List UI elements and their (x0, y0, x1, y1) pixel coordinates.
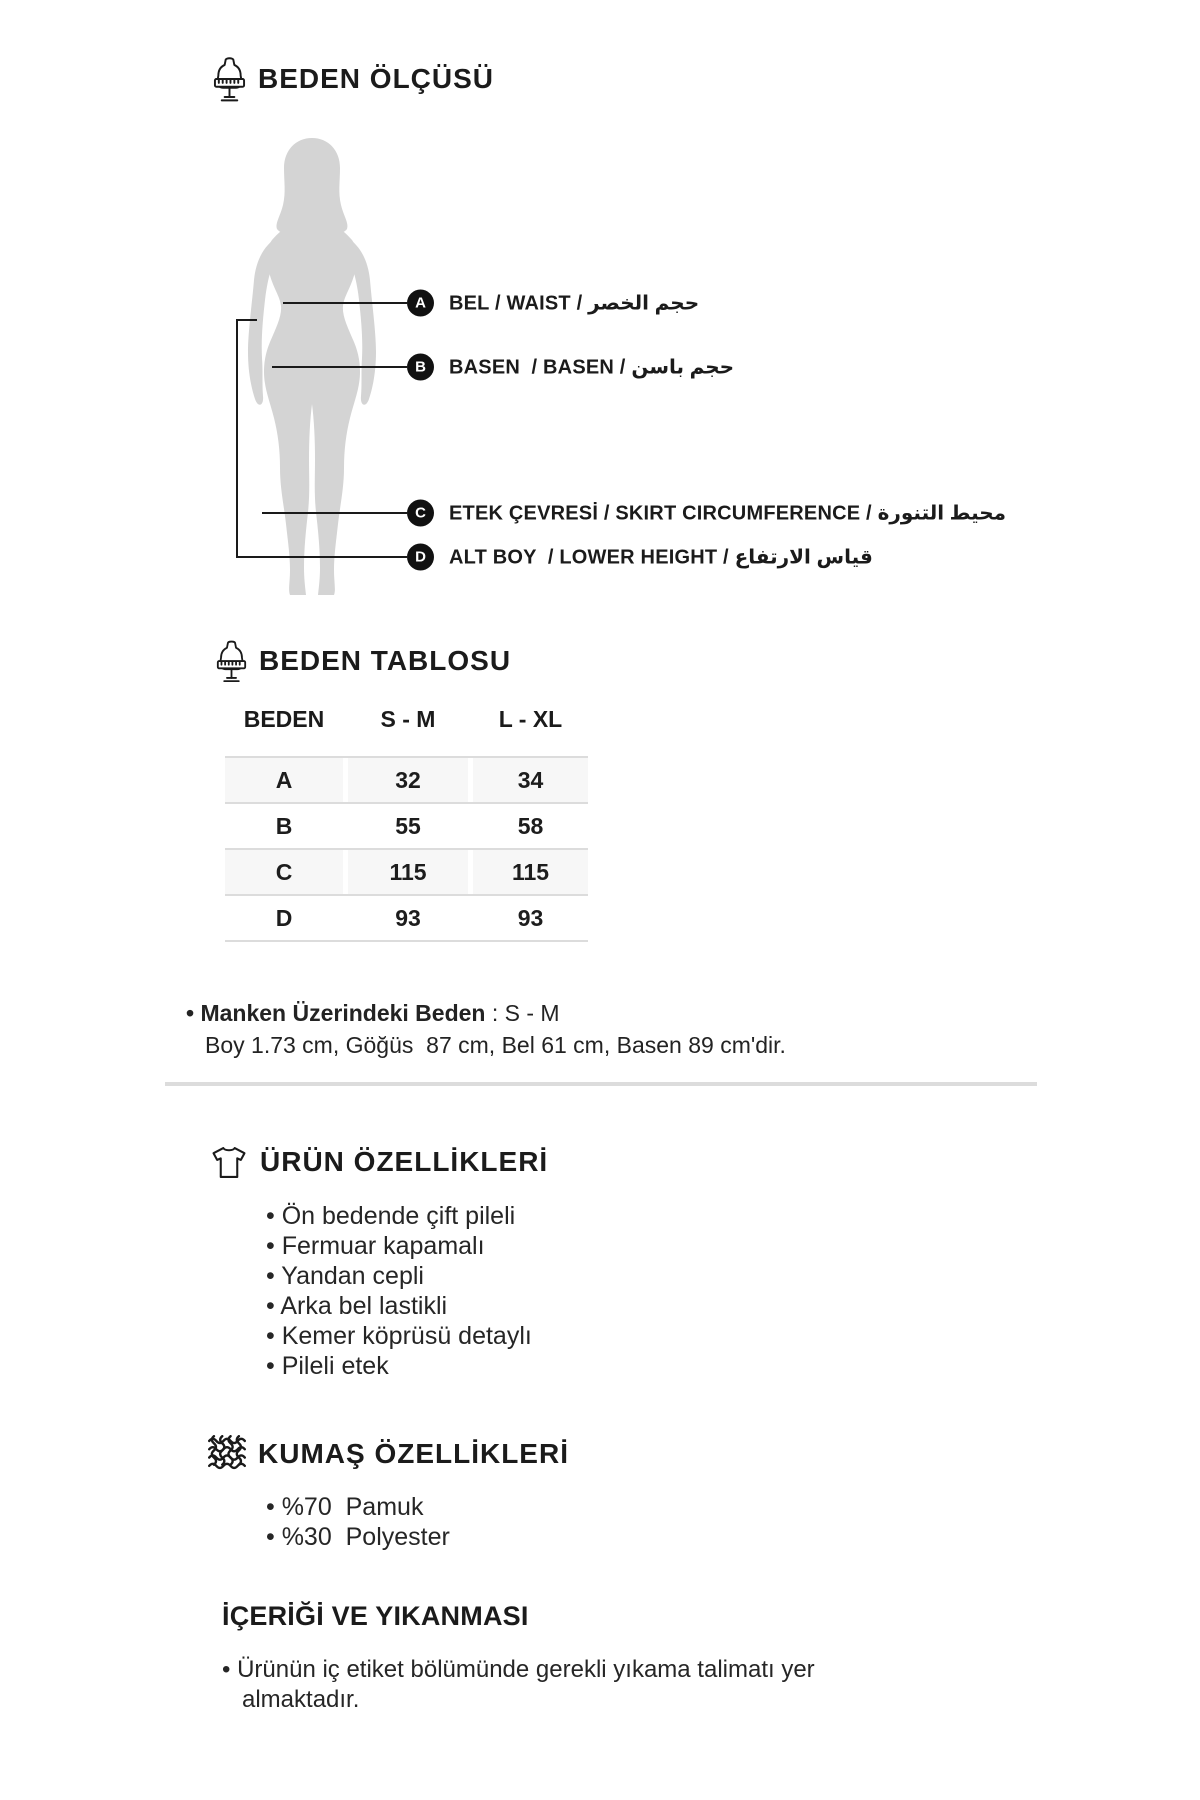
measure-label-b: BASEN / BASEN / حجم باسن (449, 356, 735, 379)
feature-item: • Ön bedende çift pileli (266, 1201, 532, 1231)
measure-row-a (407, 290, 699, 317)
care-title: İÇERİĞİ VE YIKANMASI (222, 1600, 529, 1631)
row-key: C (225, 850, 343, 894)
model-size-note-line2: Boy 1.73 cm, Göğüs 87 cm, Bel 61 cm, Basen 89 cm'dir. (205, 1032, 786, 1058)
value-lxl: 115 (473, 850, 588, 894)
fabric-features-title: KUMAŞ ÖZELLİKLERİ (258, 1438, 569, 1469)
feature-item: • Yandan cepli (266, 1261, 532, 1291)
size-table (225, 756, 588, 942)
feature-item: • Fermuar kapamalı (266, 1231, 532, 1261)
table-row (225, 848, 588, 894)
column-header-beden: BEDEN (243, 706, 325, 732)
measure-line-d (257, 556, 407, 558)
product-features-header (210, 1138, 548, 1186)
mannequin-icon (216, 639, 247, 684)
size-table-column-headers (225, 706, 588, 733)
measure-label-c: ETEK ÇEVRESİ / SKIRT CIRCUMFERENCE / محيط التنورة (449, 502, 1007, 525)
care-list (222, 1655, 872, 1715)
value-lxl: 58 (473, 804, 588, 848)
section-divider (165, 1082, 1037, 1086)
product-features-list (266, 1201, 532, 1381)
value-sm: 115 (348, 850, 468, 894)
row-key: A (225, 758, 343, 802)
measure-badge-a: A (407, 290, 434, 317)
model-size-note (186, 997, 786, 1061)
size-table-title: BEDEN TABLOSU (259, 645, 512, 676)
value-sm: 55 (348, 804, 468, 848)
length-bracket-top-tick (236, 319, 257, 321)
fabric-item: • %70 Pamuk (266, 1492, 450, 1522)
measure-line-a (283, 302, 407, 304)
model-size-note-value: : S - M (485, 1000, 560, 1026)
fabric-features-list (266, 1492, 450, 1552)
row-key: B (225, 804, 343, 848)
measure-line-b (272, 366, 407, 368)
fabric-weave-icon (208, 1435, 246, 1473)
length-bracket-bottom-tick (236, 556, 257, 558)
measure-badge-d: D (407, 544, 434, 571)
length-bracket-vertical (236, 319, 238, 558)
row-key: D (225, 896, 343, 940)
size-table-header (216, 637, 511, 685)
feature-item: • Pileli etek (266, 1351, 532, 1381)
measure-row-c (407, 500, 1006, 527)
size-guide-header (213, 55, 494, 103)
model-size-note-bold: Manken Üzerindeki Beden (200, 1000, 486, 1026)
tshirt-icon (210, 1146, 248, 1179)
feature-item: • Arka bel lastikli (266, 1291, 532, 1321)
fabric-item: • %30 Polyester (266, 1522, 450, 1552)
product-features-title: ÜRÜN ÖZELLİKLERİ (260, 1146, 549, 1177)
measure-row-d (407, 544, 873, 571)
mannequin-icon (213, 56, 246, 103)
table-row (225, 756, 588, 802)
table-row (225, 894, 588, 942)
care-header (222, 1592, 529, 1640)
measure-badge-b: B (407, 354, 434, 381)
care-item: • Ürünün iç etiket bölümünde gerekli yıkama talimatı yer almaktadır. (222, 1655, 872, 1715)
column-header-sm: S - M (380, 706, 436, 732)
measure-label-a: BEL / WAIST / حجم الخصر (449, 292, 700, 315)
measure-badge-c: C (407, 500, 434, 527)
measure-label-d: ALT BOY / LOWER HEIGHT / قياس الارتفاع (449, 546, 873, 569)
measure-row-b (407, 354, 734, 381)
model-size-note-line1 (186, 997, 786, 1029)
value-sm: 32 (348, 758, 468, 802)
value-sm: 93 (348, 896, 468, 940)
fabric-features-header (208, 1430, 569, 1478)
table-row (225, 802, 588, 848)
size-guide-title: BEDEN ÖLÇÜSÜ (258, 63, 495, 94)
column-header-lxl: L - XL (498, 706, 563, 732)
measure-line-c (262, 512, 407, 514)
feature-item: • Kemer köprüsü detaylı (266, 1321, 532, 1351)
value-lxl: 93 (473, 896, 588, 940)
value-lxl: 34 (473, 758, 588, 802)
